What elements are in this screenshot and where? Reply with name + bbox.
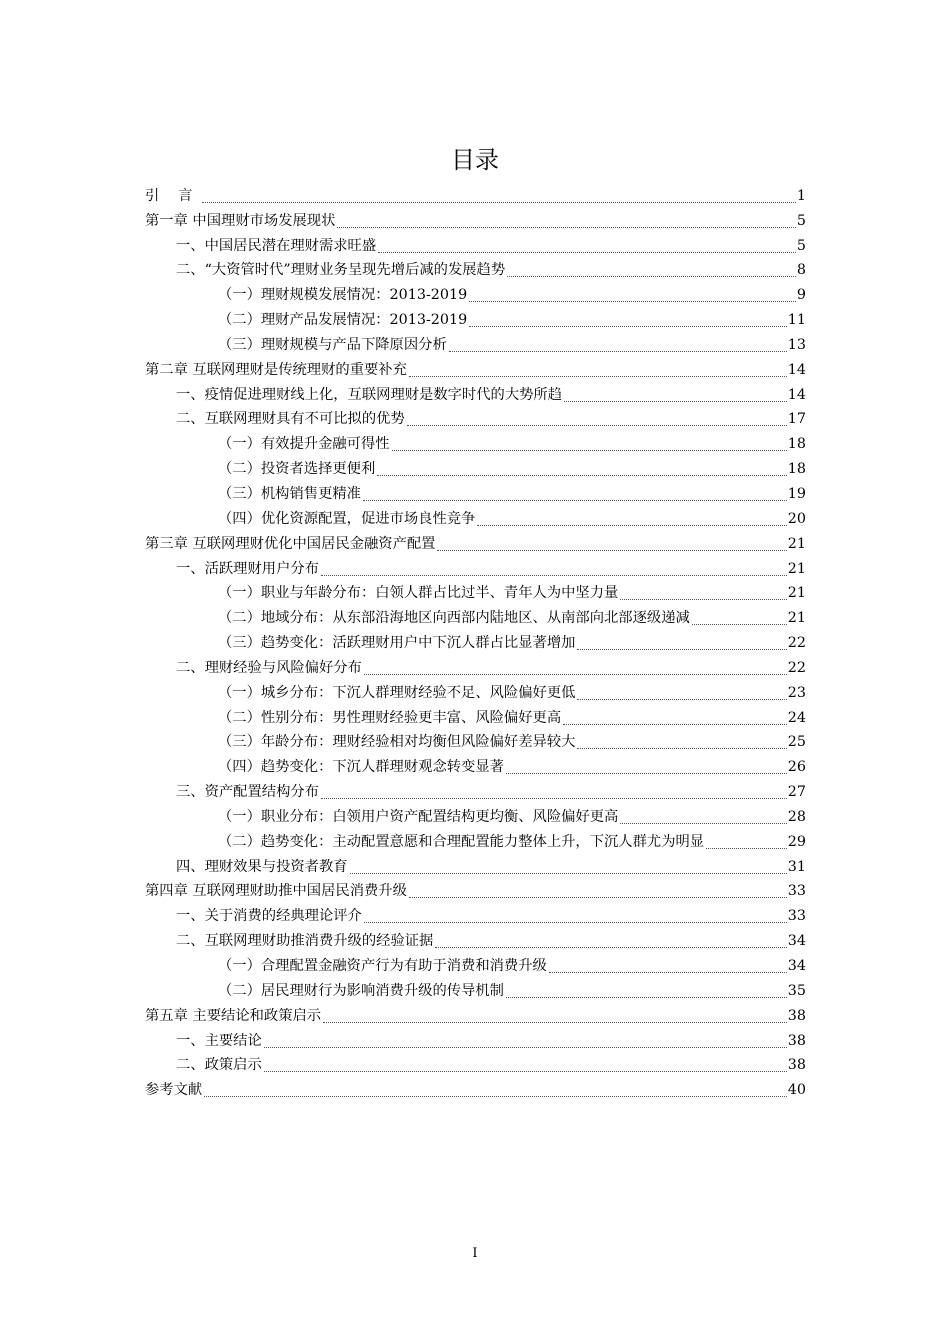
toc-entry[interactable] bbox=[145, 407, 806, 432]
toc-entry-page: 26 bbox=[787, 759, 806, 776]
toc-dot-leader bbox=[409, 897, 787, 898]
toc-entry-title: 一、关于消费的经典理论评介 bbox=[176, 908, 362, 925]
toc-entry-title: 第二章 互联网理财是传统理财的重要补充 bbox=[145, 361, 407, 378]
toc-entry[interactable] bbox=[145, 183, 806, 208]
toc-dot-leader bbox=[506, 997, 787, 998]
toc-dot-leader bbox=[321, 798, 787, 799]
toc-entry-title: （二）趋势变化：主动配置意愿和合理配置能力整体上升，下沉人群尤为明显 bbox=[218, 833, 705, 850]
toc-entry-title: 第一章 中国理财市场发展现状 bbox=[145, 212, 336, 229]
toc-dot-leader bbox=[350, 873, 787, 874]
toc-entry-page: 5 bbox=[796, 237, 806, 254]
toc-dot-leader bbox=[692, 624, 787, 625]
toc-entry-page: 8 bbox=[796, 262, 806, 279]
toc-entry-title: 引 言 bbox=[145, 187, 200, 204]
toc-entry-title: （三）趋势变化：活跃理财用户中下沉人群占比显著增加 bbox=[218, 635, 576, 652]
toc-dot-leader bbox=[620, 823, 786, 824]
toc-entry-page: 14 bbox=[787, 361, 806, 378]
toc-entry-title: 第五章 主要结论和政策启示 bbox=[145, 1007, 322, 1024]
toc-entry-title: （二）性别分布：男性理财经验更丰富、风险偏好更高 bbox=[218, 709, 562, 726]
toc-entry-title: 二、互联网理财助推消费升级的经验证据 bbox=[176, 933, 434, 950]
toc-entry[interactable] bbox=[145, 730, 806, 755]
toc-entry-title: （二）地域分布：从东部沿海地区向西部内陆地区、从南部向北部逐级递减 bbox=[218, 610, 690, 627]
toc-dot-leader bbox=[204, 1096, 787, 1097]
toc-dot-leader bbox=[323, 1022, 787, 1023]
toc-entry-title: 第四章 互联网理财助推中国居民消费升级 bbox=[145, 883, 407, 900]
toc-entry-page: 21 bbox=[787, 585, 806, 602]
toc-entry[interactable] bbox=[145, 680, 806, 705]
toc-entry-title: （一）理财规模发展情况：2013-2019 bbox=[218, 287, 468, 304]
toc-entry-title: （一）职业分布：白领用户资产配置结构更均衡、风险偏好更高 bbox=[218, 808, 619, 825]
toc-entry[interactable] bbox=[145, 705, 806, 730]
toc-dot-leader bbox=[409, 376, 787, 377]
toc-entry-page: 23 bbox=[787, 684, 806, 701]
toc-entry-page: 40 bbox=[787, 1082, 806, 1099]
toc-entry-page: 28 bbox=[787, 808, 806, 825]
toc-dot-leader bbox=[469, 301, 796, 302]
toc-entry-title: 三、资产配置结构分布 bbox=[176, 784, 319, 801]
toc-entry-page: 17 bbox=[787, 411, 806, 428]
toc-entry[interactable] bbox=[145, 1077, 806, 1102]
toc-entry[interactable] bbox=[145, 978, 806, 1003]
toc-entry[interactable] bbox=[145, 456, 806, 481]
toc-entry[interactable] bbox=[145, 1053, 806, 1078]
toc-entry-page: 38 bbox=[787, 1007, 806, 1024]
toc-dot-leader bbox=[563, 724, 787, 725]
toc-dot-leader bbox=[337, 227, 795, 228]
toc-dot-leader bbox=[377, 475, 787, 476]
toc-dot-leader bbox=[620, 599, 786, 600]
toc-entry-title: （四）趋势变化：下沉人群理财观念转变显著 bbox=[218, 759, 504, 776]
toc-entry-page: 21 bbox=[787, 535, 806, 552]
toc-entry[interactable] bbox=[145, 854, 806, 879]
toc-entry-page: 38 bbox=[787, 1057, 806, 1074]
toc-entry[interactable] bbox=[145, 556, 806, 581]
toc-entry-page: 33 bbox=[787, 908, 806, 925]
toc-dot-leader bbox=[449, 351, 787, 352]
toc-dot-leader bbox=[364, 922, 787, 923]
toc-entry[interactable] bbox=[145, 506, 806, 531]
toc-entry[interactable] bbox=[145, 282, 806, 307]
toc-entry-page: 5 bbox=[796, 212, 806, 229]
toc-entry-title: （四）优化资源配置，促进市场良性竞争 bbox=[218, 510, 476, 527]
toc-dot-leader bbox=[407, 425, 787, 426]
toc-entry[interactable] bbox=[145, 382, 806, 407]
page-number: I bbox=[472, 1246, 478, 1261]
toc-entry-page: 11 bbox=[787, 312, 806, 329]
toc-entry[interactable] bbox=[145, 481, 806, 506]
toc-entry-page: 31 bbox=[787, 858, 806, 875]
toc-entry[interactable] bbox=[145, 357, 806, 382]
toc-dot-leader bbox=[577, 649, 786, 650]
toc-entry-page: 38 bbox=[787, 1032, 806, 1049]
toc-entry[interactable] bbox=[145, 1028, 806, 1053]
toc-entry-page: 18 bbox=[787, 436, 806, 453]
toc-entry-title: （二）投资者选择更便利 bbox=[218, 461, 376, 478]
toc-dot-leader bbox=[264, 1071, 787, 1072]
toc-dot-leader bbox=[477, 525, 786, 526]
toc-entry[interactable] bbox=[145, 754, 806, 779]
toc-entry-page: 19 bbox=[787, 485, 806, 502]
toc-entry-page: 34 bbox=[787, 933, 806, 950]
toc-entry-title: 四、理财效果与投资者教育 bbox=[176, 858, 348, 875]
toc-entry-page: 21 bbox=[787, 560, 806, 577]
toc-entry-title: （一）合理配置金融资产行为有助于消费和消费升级 bbox=[218, 958, 547, 974]
toc-entry-page: 35 bbox=[787, 982, 806, 999]
toc-entry[interactable] bbox=[145, 804, 806, 829]
toc-entry[interactable] bbox=[145, 605, 806, 630]
toc-entry-title: （一）城乡分布：下沉人群理财经验不足、风险偏好更低 bbox=[218, 684, 576, 701]
toc-entry[interactable] bbox=[145, 630, 806, 655]
toc-dot-leader bbox=[577, 699, 786, 700]
toc-entry-title: （一）有效提升金融可得性 bbox=[218, 436, 390, 453]
toc-dot-leader bbox=[469, 326, 787, 327]
toc-dot-leader bbox=[506, 773, 787, 774]
toc-dot-leader bbox=[507, 276, 796, 277]
toc-entry-title: （三）理财规模与产品下降原因分析 bbox=[218, 336, 447, 353]
toc-entry-title: 二、理财经验与风险偏好分布 bbox=[176, 659, 362, 676]
toc-entry-title: 二、“大资管时代”理财业务呈现先增后减的发展趋势 bbox=[176, 262, 506, 279]
toc-dot-leader bbox=[378, 252, 796, 253]
toc-entry[interactable] bbox=[145, 928, 806, 953]
toc-entry-title: 一、主要结论 bbox=[176, 1032, 262, 1049]
toc-entry-page: 20 bbox=[787, 510, 806, 527]
toc-entry[interactable] bbox=[145, 307, 806, 332]
toc-entry-title: 二、互联网理财具有不可比拟的优势 bbox=[176, 411, 405, 428]
toc-entry-title: （三）机构销售更精准 bbox=[218, 485, 361, 502]
toc-entry-page: 33 bbox=[787, 883, 806, 900]
toc-entry-page: 21 bbox=[787, 610, 806, 627]
toc-entry-page: 14 bbox=[787, 386, 806, 403]
toc-entry[interactable] bbox=[145, 581, 806, 606]
toc-entry-title: （二）居民理财行为影响消费升级的传导机制 bbox=[218, 982, 504, 999]
toc-entry[interactable] bbox=[145, 953, 806, 978]
toc-dot-leader bbox=[321, 575, 787, 576]
toc-entry-page: 1 bbox=[796, 187, 806, 204]
toc-entry-title: 第三章 互联网理财优化中国居民金融资产配置 bbox=[145, 535, 436, 552]
toc-dot-leader bbox=[364, 674, 787, 675]
toc-entry[interactable] bbox=[145, 779, 806, 804]
toc-dot-leader bbox=[392, 450, 787, 451]
toc-title: 目录 bbox=[451, 146, 499, 174]
toc-entry-page: 34 bbox=[787, 958, 806, 974]
toc-dot-leader bbox=[202, 202, 796, 203]
toc-dot-leader bbox=[564, 401, 787, 402]
toc-entry-page: 22 bbox=[787, 659, 806, 676]
toc-entry-page: 24 bbox=[787, 709, 806, 726]
toc-entry[interactable] bbox=[145, 829, 806, 854]
toc-entry-title: 参考文献 bbox=[145, 1082, 203, 1099]
toc-entry-title: 二、政策启示 bbox=[176, 1057, 262, 1074]
toc-entry-title: （二）理财产品发展情况：2013-2019 bbox=[218, 312, 468, 329]
toc-dot-leader bbox=[437, 550, 786, 551]
toc-entry[interactable] bbox=[145, 431, 806, 456]
toc-entry-page: 18 bbox=[787, 461, 806, 478]
toc-entry-title: 一、活跃理财用户分布 bbox=[176, 560, 319, 577]
toc-entry[interactable] bbox=[145, 233, 806, 258]
toc-entry[interactable] bbox=[145, 879, 806, 904]
toc-entry[interactable] bbox=[145, 531, 806, 556]
toc-entry[interactable] bbox=[145, 903, 806, 928]
toc-entry[interactable] bbox=[145, 655, 806, 680]
toc-entry-title: （三）年龄分布：理财经验相对均衡但风险偏好差异较大 bbox=[218, 734, 576, 751]
toc-entry[interactable] bbox=[145, 208, 806, 233]
toc-dot-leader bbox=[577, 748, 786, 749]
toc-dot-leader bbox=[435, 947, 786, 948]
toc-dot-leader bbox=[549, 972, 787, 973]
toc-entry-title: （一）职业与年龄分布：白领人群占比过半、青年人为中坚力量 bbox=[218, 585, 619, 602]
toc-entry[interactable] bbox=[145, 1003, 806, 1028]
toc-entry-page: 13 bbox=[787, 336, 806, 353]
toc-dot-leader bbox=[363, 500, 787, 501]
toc-entry-page: 27 bbox=[787, 784, 806, 801]
toc-entry-title: 一、疫情促进理财线上化，互联网理财是数字时代的大势所趋 bbox=[176, 386, 563, 403]
toc-entry-page: 9 bbox=[796, 287, 806, 304]
toc-dot-leader bbox=[264, 1047, 787, 1048]
toc-entry[interactable] bbox=[145, 332, 806, 357]
toc-entry-page: 25 bbox=[787, 734, 806, 751]
toc-entry-title: 一、中国居民潜在理财需求旺盛 bbox=[176, 237, 377, 254]
toc-entry-page: 22 bbox=[787, 635, 806, 652]
table-of-contents bbox=[145, 183, 806, 1102]
toc-entry[interactable] bbox=[145, 258, 806, 283]
toc-entry-page: 29 bbox=[787, 833, 806, 850]
toc-dot-leader bbox=[706, 848, 787, 849]
